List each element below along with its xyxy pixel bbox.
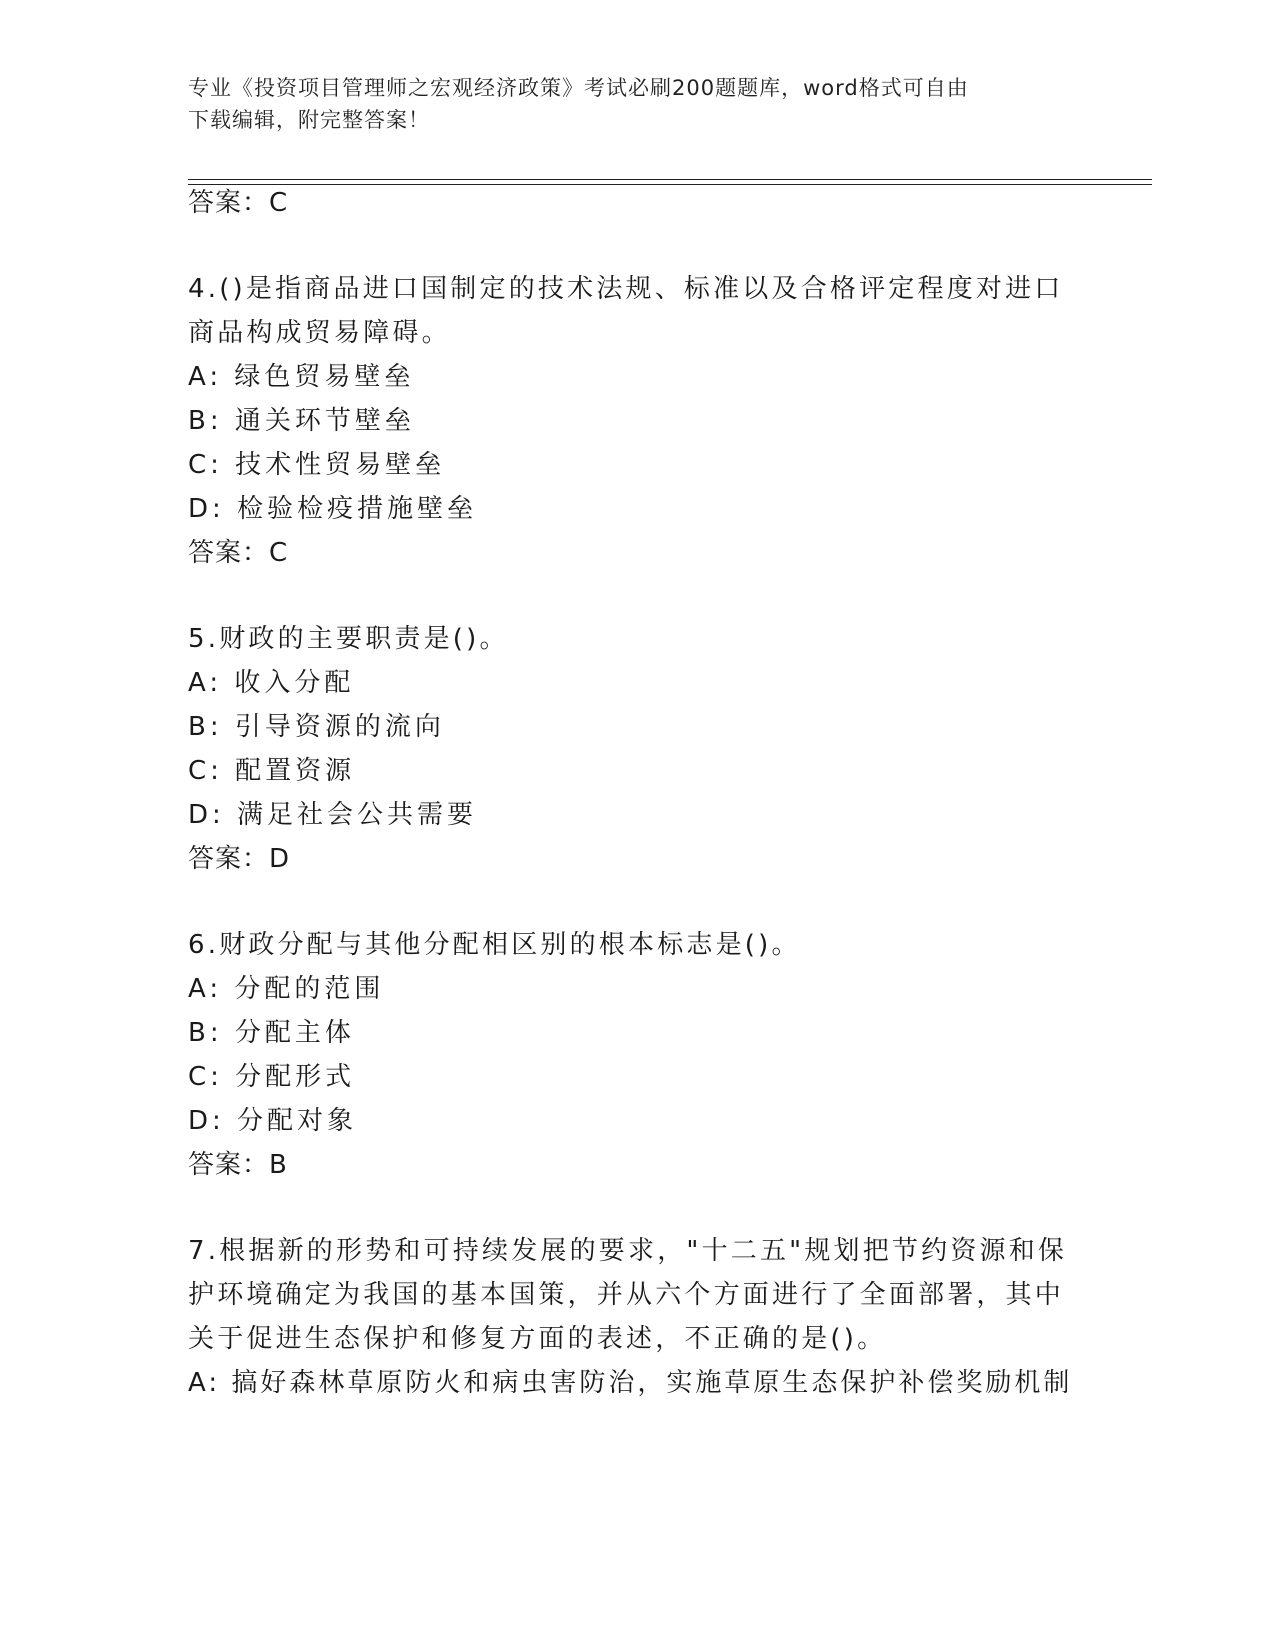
question-5-option-a: A: 收入分配 — [188, 668, 355, 698]
question-4-option-d: D: 检验检疫措施壁垒 — [188, 494, 478, 524]
question-5-answer: 答案：D — [188, 844, 291, 874]
question-4-stem-line-1: 4.()是指商品进口国制定的技术法规、标准以及合格评定程度对进口 — [188, 274, 1064, 304]
question-5-option-c: C: 配置资源 — [188, 756, 356, 786]
question-7-stem-line-3: 关于促进生态保护和修复方面的表述，不正确的是()。 — [188, 1324, 887, 1354]
question-7-stem-line-2: 护环境确定为我国的基本国策，并从六个方面进行了全面部署，其中 — [188, 1280, 1065, 1310]
header-line-2: 下载编辑，附完整答案！ — [188, 108, 430, 132]
question-6-option-c: C: 分配形式 — [188, 1062, 356, 1092]
question-7-stem-line-1: 7.根据新的形势和可持续发展的要求，"十二五"规划把节约资源和保 — [188, 1236, 1068, 1266]
question-5-stem-line-1: 5.财政的主要职责是()。 — [188, 624, 509, 654]
question-7-option-a: A: 搞好森林草原防火和病虫害防治，实施草原生态保护补偿奖励机制 — [188, 1368, 1073, 1398]
question-4-stem-line-2: 商品构成贸易障碍。 — [188, 318, 451, 348]
header-divider-top — [188, 179, 1152, 180]
question-5-option-b: B: 引导资源的流向 — [188, 712, 445, 742]
question-6-answer: 答案：B — [188, 1150, 288, 1180]
question-4-answer: 答案：C — [188, 538, 289, 568]
question-6-option-a: A: 分配的范围 — [188, 974, 385, 1004]
question-6-stem-line-1: 6.财政分配与其他分配相区别的根本标志是()。 — [188, 930, 801, 960]
previous-answer: 答案：C — [188, 188, 289, 218]
question-4-option-c: C: 技术性贸易壁垒 — [188, 450, 446, 480]
question-4-option-a: A: 绿色贸易壁垒 — [188, 362, 415, 392]
header-divider-bottom — [188, 184, 1152, 185]
question-6-option-b: B: 分配主体 — [188, 1018, 355, 1048]
header-line-1: 专业《投资项目管理师之宏观经济政策》考试必刷200题题库，word格式可自由 — [188, 76, 969, 100]
question-4-option-b: B: 通关环节壁垒 — [188, 406, 415, 436]
question-5-option-d: D: 满足社会公共需要 — [188, 800, 478, 830]
document-header-note — [188, 72, 1068, 136]
question-6-option-d: D: 分配对象 — [188, 1106, 358, 1136]
